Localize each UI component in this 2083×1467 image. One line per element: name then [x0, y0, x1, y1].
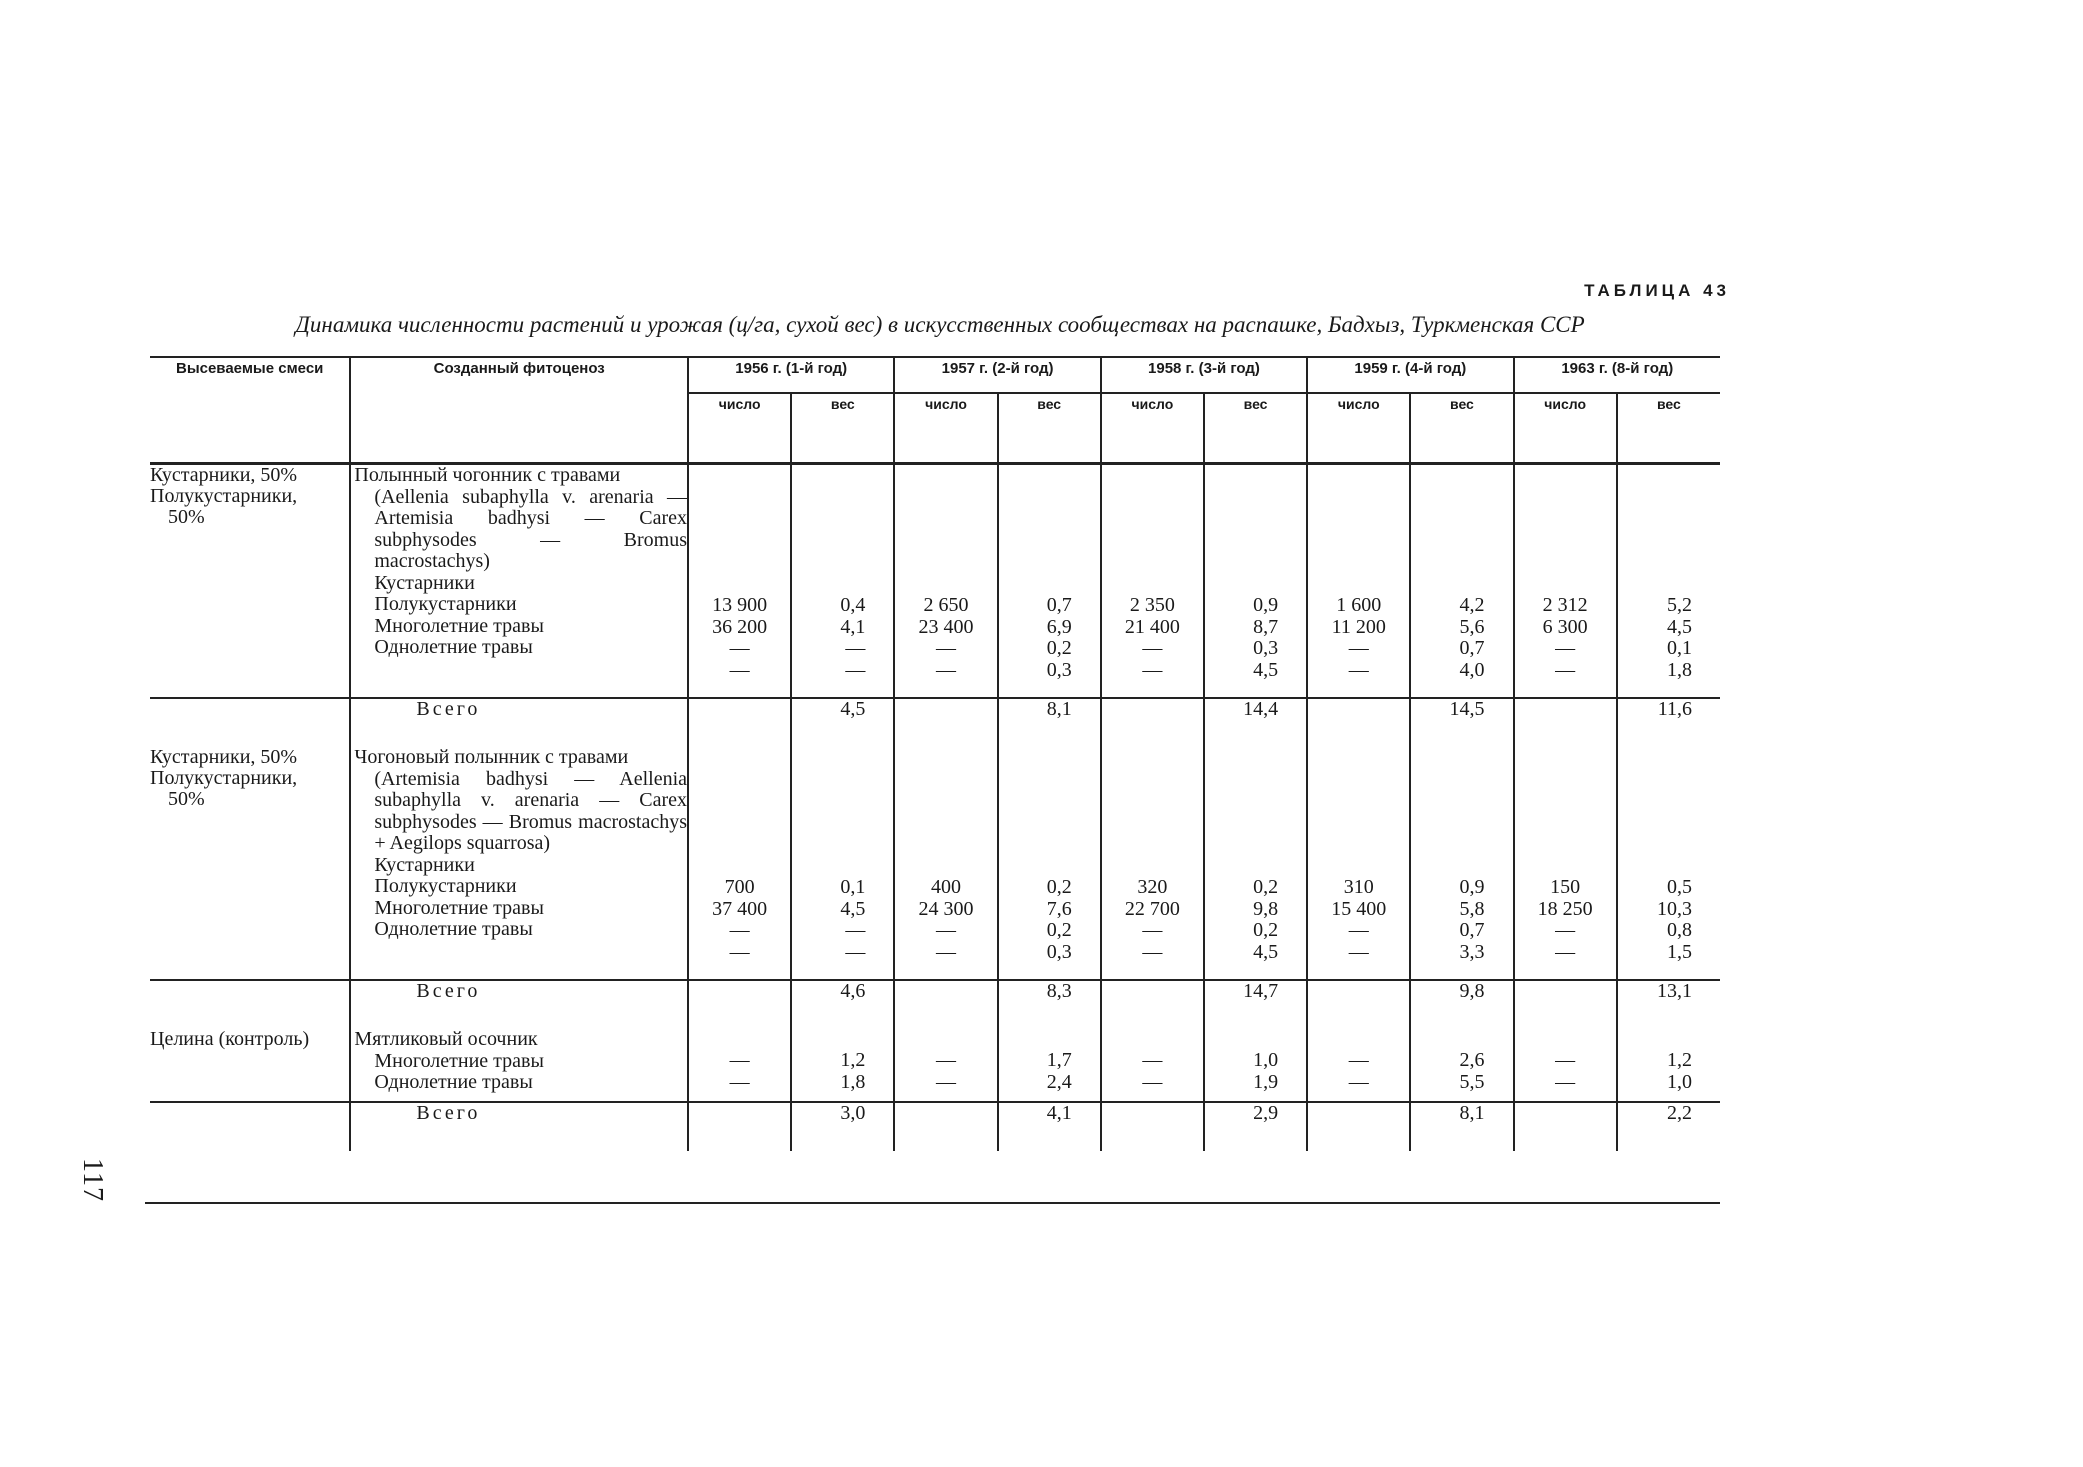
count-cell: 2 312 6 300 — —	[1514, 464, 1617, 699]
header-year: 1963 г. (8-й год)	[1514, 357, 1720, 393]
weight-cell: 1,0 1,9	[1204, 1029, 1307, 1102]
phytocenosis-cell: Чогоновый полынник с травами (Artemisia badhysi — Aellenia subaphylla v. arenaria — Carex subphysodes — Bromus macrostachys + Aegilops squarrosa) Кустарники Полукустарники Многолетние травы Однолетние травы	[350, 747, 688, 980]
count-cell: — —	[1514, 1029, 1617, 1102]
header-year: 1956 г. (1-й год)	[688, 357, 894, 393]
header-count: число	[688, 393, 791, 464]
total-value: 14,4	[1204, 699, 1307, 747]
count-cell: 320 22 700 — —	[1101, 747, 1204, 980]
total-value: 8,1	[1410, 1103, 1513, 1151]
table-row-block-2	[150, 747, 1720, 980]
total-value: 14,5	[1410, 699, 1513, 747]
total-label: Всего	[350, 981, 688, 1029]
count-cell: 700 37 400 — —	[688, 747, 791, 980]
table-row-block-3	[150, 1029, 1720, 1102]
total-value: 4,5	[791, 699, 894, 747]
header-weight: вес	[998, 393, 1101, 464]
total-label: Всего	[350, 1103, 688, 1151]
total-value: 14,7	[1204, 981, 1307, 1029]
count-cell: 400 24 300 — —	[894, 747, 997, 980]
count-cell: — —	[688, 1029, 791, 1102]
count-cell: 13 900 36 200 — —	[688, 464, 791, 699]
total-value: 13,1	[1617, 981, 1720, 1029]
count-cell: 1 600 11 200 — —	[1307, 464, 1410, 699]
header-weight: вес	[1204, 393, 1307, 464]
count-cell: 2 350 21 400 — —	[1101, 464, 1204, 699]
header-count: число	[1101, 393, 1204, 464]
header-phytocenosis: Созданный фитоценоз	[350, 357, 688, 464]
weight-cell: 0,7 6,9 0,2 0,3	[998, 464, 1101, 699]
table-label: ТАБЛИЦА 43	[1584, 281, 1730, 300]
table-caption: Динамика численности растений и урожая (ц/га, сухой вес) в искусственных сообществах на распашке, Бадхыз, Туркменская ССР	[295, 312, 1585, 337]
total-value: 2,2	[1617, 1103, 1720, 1151]
weight-cell: 0,1 4,5 — —	[791, 747, 894, 980]
count-cell: 2 650 23 400 — —	[894, 464, 997, 699]
total-value: 3,0	[791, 1103, 894, 1151]
weight-cell: 1,2 1,8	[791, 1029, 894, 1102]
count-cell: 310 15 400 — —	[1307, 747, 1410, 980]
count-cell: — —	[1101, 1029, 1204, 1102]
count-cell: 150 18 250 — —	[1514, 747, 1617, 980]
header-mix: Высеваемые смеси	[150, 357, 350, 464]
total-row	[150, 1103, 1720, 1151]
total-value: 8,3	[998, 981, 1101, 1029]
weight-cell: 0,2 9,8 0,2 4,5	[1204, 747, 1307, 980]
header-count: число	[894, 393, 997, 464]
total-row	[150, 981, 1720, 1029]
weight-cell: 0,4 4,1 — —	[791, 464, 894, 699]
header-year: 1959 г. (4-й год)	[1307, 357, 1513, 393]
header-count: число	[1307, 393, 1410, 464]
total-value: 9,8	[1410, 981, 1513, 1029]
weight-cell: 5,2 4,5 0,1 1,8	[1617, 464, 1720, 699]
weight-cell: 4,2 5,6 0,7 4,0	[1410, 464, 1513, 699]
weight-cell: 0,2 7,6 0,2 0,3	[998, 747, 1101, 980]
seed-mix-cell: Кустарники, 50% Полукустарники, 50%	[150, 464, 298, 528]
total-value: 4,1	[998, 1103, 1101, 1151]
weight-cell: 0,9 5,8 0,7 3,3	[1410, 747, 1513, 980]
total-value: 8,1	[998, 699, 1101, 747]
count-cell: — —	[1307, 1029, 1410, 1102]
total-value: 2,9	[1204, 1103, 1307, 1151]
total-row	[150, 699, 1720, 747]
header-year: 1958 г. (3-й год)	[1101, 357, 1307, 393]
table-row-block-1	[150, 464, 1720, 699]
page-number: 117	[77, 1158, 108, 1202]
count-cell: — —	[894, 1029, 997, 1102]
yield-table	[150, 356, 1720, 1151]
weight-cell: 0,5 10,3 0,8 1,5	[1617, 747, 1720, 980]
total-label: Всего	[350, 699, 688, 747]
weight-cell: 1,7 2,4	[998, 1029, 1101, 1102]
total-value: 4,6	[791, 981, 894, 1029]
header-weight: вес	[1617, 393, 1720, 464]
header-weight: вес	[791, 393, 894, 464]
header-count: число	[1514, 393, 1617, 464]
total-value: 11,6	[1617, 699, 1720, 747]
weight-cell: 1,2 1,0	[1617, 1029, 1720, 1102]
header-year: 1957 г. (2-й год)	[894, 357, 1100, 393]
seed-mix-cell: Целина (контроль)	[150, 1028, 310, 1050]
weight-cell: 0,9 8,7 0,3 4,5	[1204, 464, 1307, 699]
table-bottom-rule	[145, 1202, 1720, 1204]
weight-cell: 2,6 5,5	[1410, 1029, 1513, 1102]
seed-mix-cell: Кустарники, 50% Полукустарники, 50%	[150, 746, 298, 810]
phytocenosis-cell: Полынный чогонник с травами (Aellenia subaphylla v. arenaria — Artemisia badhysi — Carex subphysodes — Bromus macrostachys) Кустарники Полукустарники Многолетние травы Однолетние травы	[350, 464, 688, 699]
header-weight: вес	[1410, 393, 1513, 464]
phytocenosis-cell: Мятликовый осочник Многолетние травы Однолетние травы	[350, 1029, 688, 1102]
